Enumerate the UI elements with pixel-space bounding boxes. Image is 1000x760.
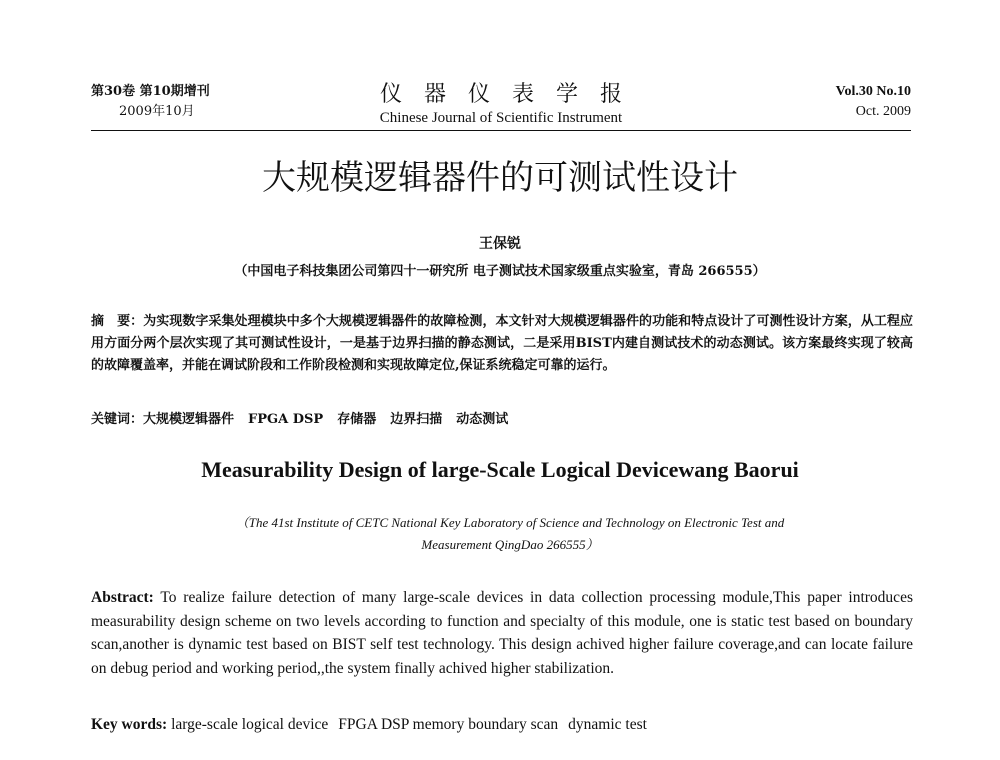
paper-title-cn: 大规模逻辑器件的可测试性设计 <box>262 158 738 198</box>
abstract-cn <box>91 311 913 377</box>
journal-name-cn: 仪器仪表学报 <box>379 82 644 107</box>
issue-info-en <box>836 82 911 122</box>
affiliation-cn: （中国电子科技集团公司第四十一研究所 电子测试技术国家级重点实验室，青岛 266555） <box>234 264 766 279</box>
abstract-en-label: Abstract: <box>91 589 154 606</box>
volume-en: Vol.30 No.10 <box>835 84 911 99</box>
paper-title-en: Measurability Design of large-Scale Logical Devicewang Baorui <box>201 457 799 482</box>
keywords-cn <box>91 410 913 430</box>
volume-cn: 第30卷 第10期增刊 <box>91 84 210 99</box>
abstract-cn-label: 摘 要： <box>91 314 144 329</box>
keyword-cn: 大规模逻辑器件 <box>143 412 235 427</box>
journal-name <box>91 82 911 128</box>
abstract-cn-text: 为实现数字采集处理模块中多个大规模逻辑器件的故障检测，本文针对大规模逻辑器件的功能和特点设计了可测性设计方案，从工程应用方面分两个层次实现了其可测试性设计，一是基于边界扫描的静态测试，二是采用BIST内建自测试技术的动态测试。该方案最终实现了较高的故障覆盖率，并能在调试阶段和工作阶段检测和实现故障定位,保证系统稳定可靠的运行。 <box>91 314 913 373</box>
keyword-cn: 存储器 <box>337 412 377 427</box>
abstract-en-text: To realize failure detection of many large-scale devices in data collection processing module,This paper introduces measurability design scheme on two levels according to function and specialty of this module, one is static test based on boundary scan,another is dynamic test based on BIST self test technology. This design achived higher failure coverage,and can locate failure on debug period and working period,,the system finally achived higher stabilization. <box>91 589 913 677</box>
keyword-en: large-scale logical device <box>171 716 329 733</box>
abstract-en <box>91 586 913 680</box>
keyword-cn: 边界扫描 <box>390 412 443 427</box>
keyword-cn: 动态测试 <box>456 412 509 427</box>
affiliation-en: （The 41st Institute of CETC National Key Laboratory of Science and Technology on Electronic Test and Measurement QingDao 266555） <box>235 515 785 552</box>
keywords-en-label: Key words: <box>91 716 168 733</box>
keyword-en: FPGA DSP memory boundary scan <box>338 716 559 733</box>
author-cn: 王保锐 <box>479 236 521 252</box>
journal-header <box>91 82 911 131</box>
keyword-cn: FPGA DSP <box>248 412 324 427</box>
date-cn: 2009年10月 <box>119 104 195 119</box>
date-en: Oct. 2009 <box>855 104 911 119</box>
keywords-en <box>91 714 913 736</box>
keywords-cn-label: 关键词： <box>91 412 144 427</box>
journal-name-en: Chinese Journal of Scientific Instrument <box>379 110 623 126</box>
keyword-en: dynamic test <box>568 716 647 733</box>
